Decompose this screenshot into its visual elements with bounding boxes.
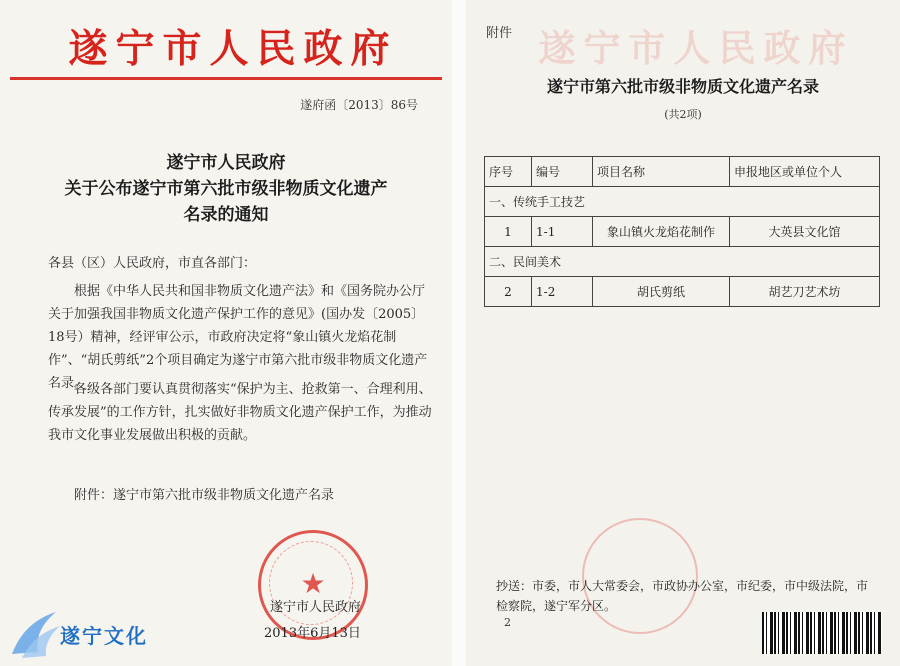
header-applicant: 申报地区或单位个人 — [730, 157, 880, 187]
table-header-row — [485, 157, 880, 187]
bleed-through-header: 遂宁市人民政府 — [538, 26, 854, 70]
row-2-project: 胡氏剪纸 — [593, 277, 730, 307]
table-category-row — [485, 187, 880, 217]
page-number: 2 — [504, 616, 511, 629]
category-1: 一、传统手工技艺 — [485, 187, 880, 217]
issue-date: 2013年6月13日 — [264, 626, 361, 641]
header-code: 编号 — [532, 157, 593, 187]
salutation: 各县（区）人民政府，市直各部门： — [48, 256, 257, 271]
title-line-3: 名录的通知 — [183, 205, 269, 225]
row-2-code: 1-2 — [532, 277, 593, 307]
attachment-label: 附件 — [486, 26, 513, 41]
cc-distribution: 抄送：市委，市人大常委会，市政协办公室，市纪委，市中级法院，市检察院，遂宁军分区。 — [496, 579, 869, 613]
table-category-row — [485, 247, 880, 277]
signature: 遂宁市人民政府 — [270, 600, 362, 615]
government-header: 遂宁市人民政府 — [68, 26, 398, 72]
title-line-1: 遂宁市人民政府 — [166, 153, 286, 173]
category-2: 二、民间美术 — [485, 247, 880, 277]
paragraph-1: 根据《中华人民共和国非物质文化遗产法》和《国务院办公厅关于加强我国非物质文化遗产保护工作的意见》(国办发〔2005〕18号）精神，经评审公示，市政府决定将“象山镇火龙焰花制作”、“胡氏剪纸”2个项目确定为遂宁市第六批市级非物质文化遗产名录。 — [48, 284, 428, 391]
logo-text: 遂宁文化 — [60, 624, 148, 648]
row-1-code: 1-1 — [532, 217, 593, 247]
row-1-project: 象山镇火龙焰花制作 — [593, 217, 730, 247]
page-gutter — [452, 0, 466, 666]
attachment-note: 附件：遂宁市第六批市级非物质文化遗产名录 — [74, 488, 335, 503]
list-title: 遂宁市第六批市级非物质文化遗产名录 — [546, 77, 819, 96]
paragraph-2: 各级各部门要认真贯彻落实“保护为主、抢救第一、合理利用、传承发展”的工作方针，扎实做好非物质文化遗产保护工作，为推动我市文化事业发展做出积极的贡献。 — [48, 382, 432, 443]
row-2-seq: 2 — [485, 277, 532, 307]
barcode-icon — [762, 612, 882, 654]
row-1-applicant: 大英县文化馆 — [730, 217, 880, 247]
table-row — [485, 277, 880, 307]
row-1-seq: 1 — [485, 217, 532, 247]
item-count: (共2项) — [664, 108, 702, 121]
header-seq: 序号 — [485, 157, 532, 187]
right-document-page — [466, 0, 900, 666]
header-project: 项目名称 — [593, 157, 730, 187]
document-number: 遂府函〔2013〕86号 — [300, 98, 418, 112]
title-line-2: 关于公布遂宁市第六批市级非物质文化遗产 — [64, 179, 388, 199]
red-divider-line — [10, 77, 442, 80]
seal-star-icon: ★ — [300, 567, 326, 600]
table-row — [485, 217, 880, 247]
heritage-list-table — [484, 156, 880, 307]
row-2-applicant: 胡艺刀艺术坊 — [730, 277, 880, 307]
